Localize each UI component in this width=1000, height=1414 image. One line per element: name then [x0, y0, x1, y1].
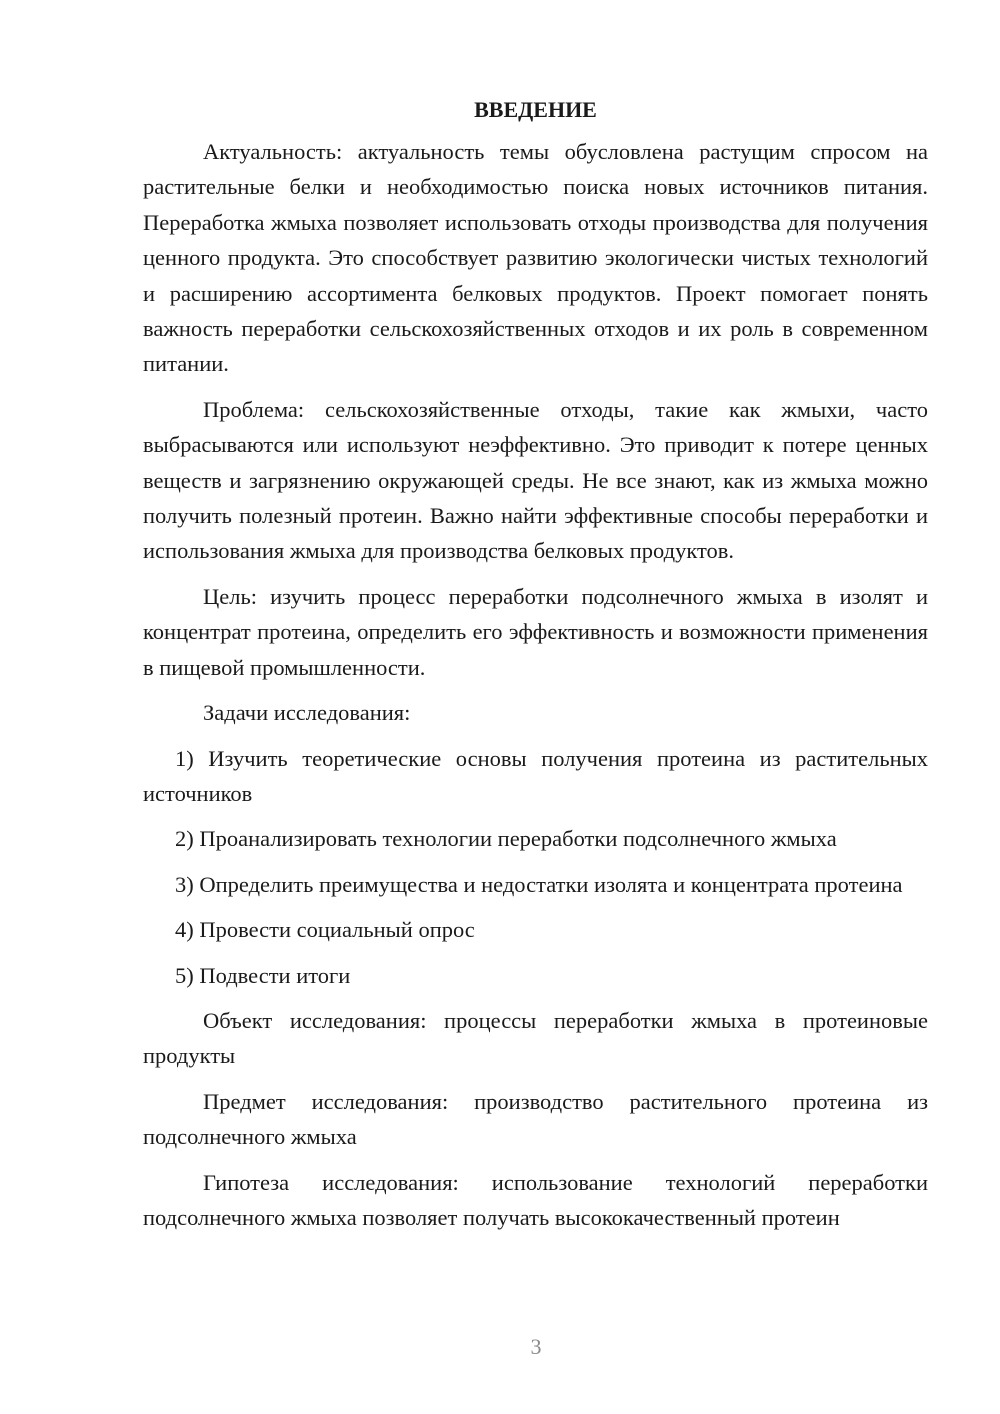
hypothesis-paragraph: Гипотеза исследования: использование технологий переработки подсолнечного жмыха позволяет получать высококачественный протеин: [143, 1169, 928, 1230]
relevance-paragraph: Актуальность: актуальность темы обусловлена растущим спросом на растительные белки и необходимостью поиска новых источников питания. Переработка жмыха позволяет использовать отходы производства для получения ценного продукта. Это способствует развитию экологически чистых технологий и расширению ассортимента белковых продуктов. Проект помогает понять важность переработки сельскохозяйственных отходов и их роль в современном питании.: [143, 139, 928, 377]
subject-paragraph: Предмет исследования: производство растительного протеина из подсолнечного жмыха: [143, 1088, 928, 1150]
goal-paragraph: Цель: изучить процесс переработки подсолнечного жмыха в изолят и концентрат протеина, определить его эффективность и возможности применения в пищевой промышленности.: [143, 583, 928, 680]
document-page: [143, 92, 928, 1245]
section-title: ВВЕДЕНИЕ: [474, 97, 597, 122]
page-number: 3: [530, 1334, 542, 1359]
task-item-2: 2) Проанализировать технологии переработки подсолнечного жмыха: [175, 826, 837, 852]
task-item-3: 3) Определить преимущества и недостатки изолята и концентрата протеина: [175, 871, 903, 897]
task-item-1: 1) Изучить теоретические основы получения протеина из растительных источников: [143, 745, 928, 806]
task-item-5: 5) Подвести итоги: [175, 962, 351, 988]
object-paragraph: Объект исследования: процессы переработки жмыха в протеиновые продукты: [143, 1007, 928, 1069]
problem-paragraph: Проблема: сельскохозяйственные отходы, такие как жмыхи, часто выбрасываются или используют неэффективно. Это приводит к потере ценных веществ и загрязнению окружающей среды. Не все знают, как из жмыха можно получить полезный протеин. Важно найти эффективные способы переработки и использования жмыха для производства белковых продуктов.: [143, 396, 928, 564]
task-item-4: 4) Провести социальный опрос: [175, 917, 475, 943]
tasks-heading: Задачи исследования:: [203, 700, 411, 726]
